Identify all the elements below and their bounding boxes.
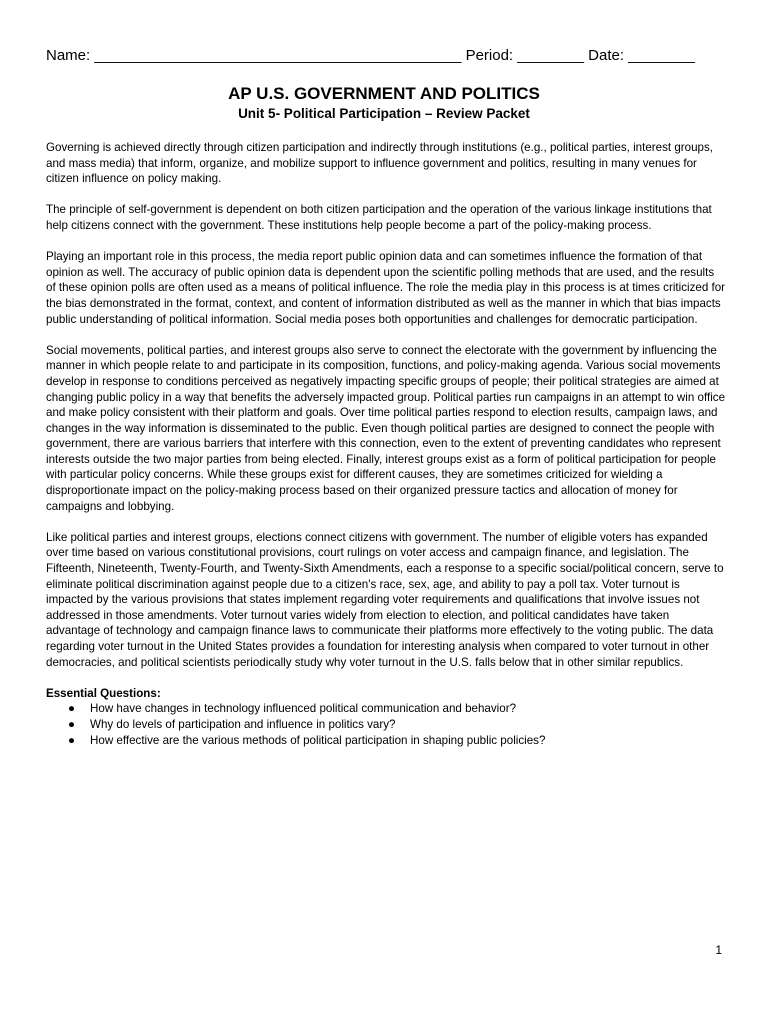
document-title: AP U.S. GOVERNMENT AND POLITICS xyxy=(228,84,540,103)
question-text: How have changes in technology influenced political communication and behavior? xyxy=(90,702,517,716)
list-item xyxy=(46,733,726,749)
paragraph-governing: Governing is achieved directly through citizen participation and indirectly through institutions (e.g., political parties, interest groups, and mass media) that inform, organize, and mobilize support to influence government and politics, resulting in many venues for citizen influence on policy making. xyxy=(46,141,713,186)
essential-questions-section xyxy=(46,686,726,748)
list-item xyxy=(46,717,726,733)
document-body xyxy=(46,140,726,748)
paragraph-elections: Like political parties and interest groups, elections connect citizens with government. The number of eligible voters has expanded over time based on various constitutional provisions, court rulings on voter access and campaign finance, and legislation. The Fifteenth, Nineteenth, Twenty-Fourth, and Twenty-Sixth Amendments, each a response to a specific social/political concern, serve to eliminate political discrimination against people due to a citizen's race, sex, age, and ability to pay a poll tax. Voter turnout is impacted by the various provisions that states implement regarding voter requirements and qualifications that involve issues not addressed in those amendments. Voter turnout varies widely from election to election, and political candidates have taken advantage of technology and campaign finance laws to communicate their platforms more effectively to the voting public. The data regarding voter turnout in the United States provides a foundation for interesting analysis when compared to voter turnout in other democracies, and political scientists periodically study why voter turnout in the U.S. falls below that in other similar republics. xyxy=(46,530,724,669)
essential-questions-list xyxy=(46,701,726,748)
bullet-icon: ● xyxy=(68,733,76,747)
paragraph-media: Playing an important role in this process, the media report public opinion data and can sometimes influence the formation of that opinion as well. The accuracy of public opinion data is dependent upon the scientific polling methods that are used, and the results of these opinion polls are often used as a means of political influence. The role the media play in this process is at times criticized for the bias demonstrated in the format, context, and content of information distributed as well as the manner in which that bias impacts public understanding of political information. Social media poses both opportunities and challenges for democratic participation. xyxy=(46,250,726,326)
list-item xyxy=(46,701,726,717)
paragraph-social-movements: Social movements, political parties, and interest groups also serve to connect the electorate with the government by influencing the manner in which people relate to and participate in its composition, functions, and policy-making agenda. Various social movements develop in response to conditions perceived as negatively impacting specific groups of people; their political strategies are aimed at changing public policy in a way that benefits the adversely impacted group. Political parties run campaigns in an attempt to win office and make policy consistent with their platform and goals. Over time political parties respond to election results, campaign laws, and changes in the way information is disseminated to the public. Even though political parties are designed to connect the people with government, there are various barriers that interfere with this connection, even to the extent of preventing candidates who represent interests outside the two major parties from being elected. Finally, interest groups exist as a form of political participation for people with particular policy concerns. While these groups exist for different causes, they are sometimes criticized for wielding a disproportionate impact on the policy-making process based on their organized pressure tactics and allocation of money for campaigns and lobbying. xyxy=(46,343,726,513)
name-period-date-line: Name: ____________________________________________ Period: ________ Date: ________ xyxy=(46,47,695,64)
essential-questions-heading: Essential Questions: xyxy=(46,686,161,700)
bullet-icon: ● xyxy=(68,702,76,716)
question-text: Why do levels of participation and influence in politics vary? xyxy=(90,717,396,731)
question-text: How effective are the various methods of political participation in shaping public policies? xyxy=(90,733,546,747)
document-subtitle: Unit 5- Political Participation – Review Packet xyxy=(238,106,530,121)
paragraph-self-government: The principle of self-government is dependent on both citizen participation and the operation of the various linkage institutions that help citizens connect with the government. These institutions help people become a part of the policy-making process. xyxy=(46,203,712,232)
page-number: 1 xyxy=(715,943,722,957)
bullet-icon: ● xyxy=(68,717,76,731)
